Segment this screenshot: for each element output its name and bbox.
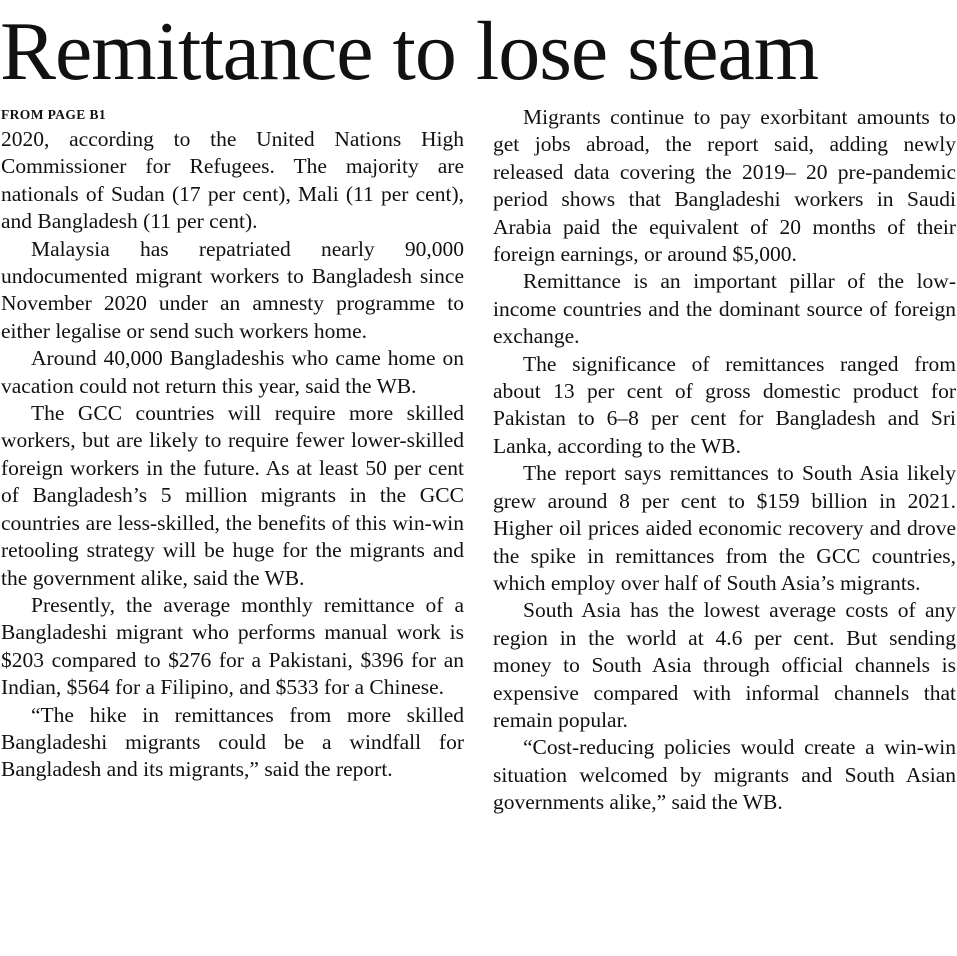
paragraph: The significance of remittances ranged from about 13 per cent of gross domestic product for Pakistan to 6–8 per cent for Bangladesh and Sri Lanka, according to the WB. xyxy=(493,351,956,458)
headline: Remittance to lose steam xyxy=(0,5,819,98)
right-column xyxy=(493,104,956,817)
paragraph: “The hike in remittances from more skilled Bangladeshi migrants could be a windfall for Bangladesh and its migrants,” said the report. xyxy=(1,702,464,782)
paragraph-continued: 2020, according to the United Nations High Commissioner for Refugees. The majority are nationals of Sudan (17 per cent), Mali (11 per cent), and Bangladesh (11 per cent). xyxy=(1,127,464,234)
paragraph: Malaysia has repatriated nearly 90,000 undocumented migrant workers to Bangladesh since November 2020 under an amnesty programme to either legalise or send such workers home. xyxy=(1,236,464,343)
left-column xyxy=(1,104,464,784)
paragraph: Migrants continue to pay exorbitant amounts to get jobs abroad, the report said, adding newly released data covering the 2019– 20 pre-pandemic period shows that Bangladeshi workers in Saudi Arabia paid the equivalent of 20 months of their foreign earnings, or around $5,000. xyxy=(493,105,956,267)
paragraph: The GCC countries will require more skilled workers, but are likely to require fewer lower-skilled foreign workers in the future. As at least 50 per cent of Bangladesh’s 5 million migrants in the GCC countries are less-skilled, the benefits of this win-win retooling strategy will be huge for the migrants and the government alike, said the WB. xyxy=(1,401,464,590)
paragraph: “Cost-reducing policies would create a win-win situation welcomed by migrants and South Asian governments alike,” said the WB. xyxy=(493,735,956,815)
paragraph: Presently, the average monthly remittance of a Bangladeshi migrant who performs manual work is $203 compared to $276 for a Pakistani, $396 for an Indian, $564 for a Filipino, and $533 for a Chinese. xyxy=(1,592,464,700)
paragraph: The report says remittances to South Asia likely grew around 8 per cent to $159 billion in 2021. Higher oil prices aided economic recovery and drove the spike in remittances from the GCC countries, which employ over half of South Asia’s migrants. xyxy=(493,461,956,595)
paragraph: Remittance is an important pillar of the low-income countries and the dominant source of foreign exchange. xyxy=(493,269,956,349)
paragraph: South Asia has the lowest average costs of any region in the world at 4.6 per cent. But sending money to South Asia through official channels is expensive compared with informal channels that remain popular. xyxy=(493,598,956,732)
jump-line: FROM PAGE B1 xyxy=(1,107,107,122)
paragraph: Around 40,000 Bangladeshis who came home on vacation could not return this year, said the WB. xyxy=(1,346,464,398)
